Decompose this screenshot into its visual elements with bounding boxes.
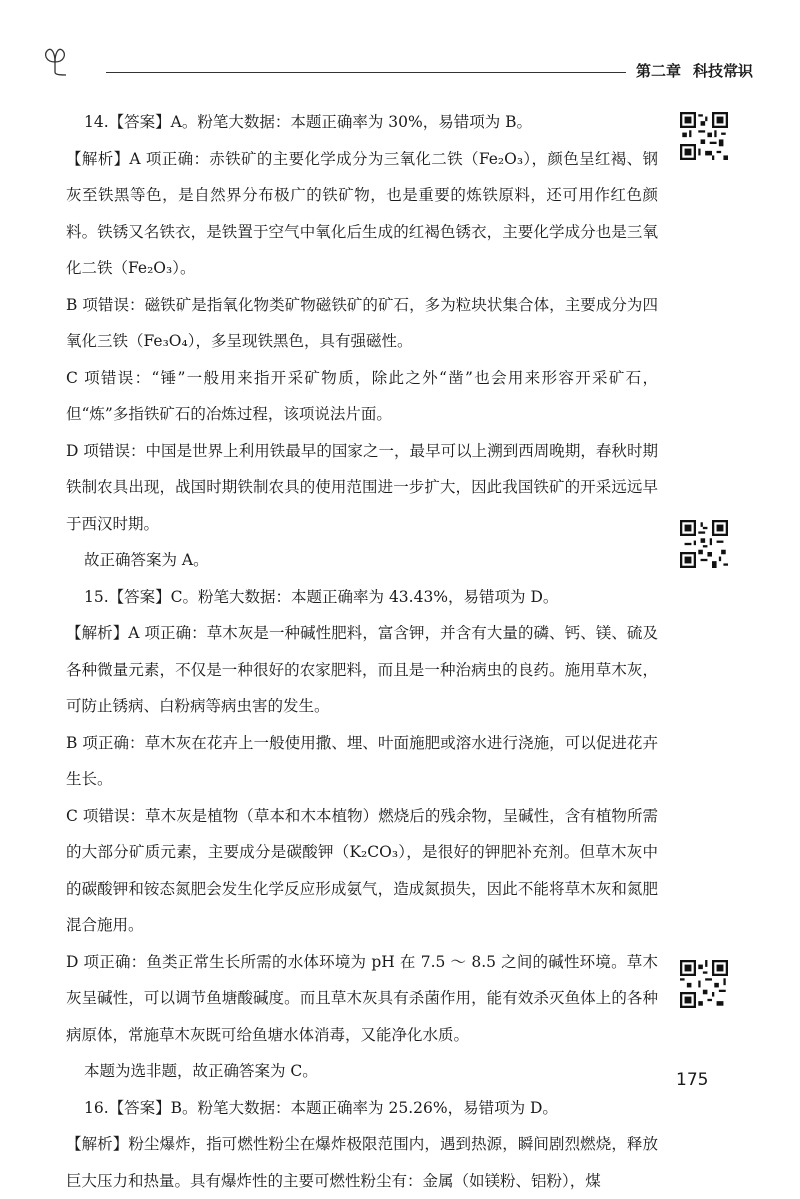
- q14-analysis-a: 【解析】A 项正确：赤铁矿的主要化学成分为三氧化二铁（Fe₂O₃），颜色呈红褐、钢灰至铁黑等色，是自然界分布极广的铁矿物，也是重要的炼铁原料，还可用作红色颜料。铁锈又名铁衣，是铁置于空气中氧化后生成的红褐色锈衣，主要化学成分也是三氧化二铁（Fe₂O₃）。: [66, 149, 658, 277]
- q14-analysis-c: C 项错误：“锤”一般用来指开采矿物质，除此之外“凿”也会用来形容开采矿石，但“炼”多指铁矿石的冶炼过程，该项说法片面。: [66, 368, 658, 423]
- q16-answer: 16.【答案】B。粉笔大数据：本题正确率为 25.26%，易错项为 D。: [84, 1098, 558, 1117]
- page-number: 175: [676, 1070, 709, 1090]
- chapter-title: [636, 60, 753, 81]
- q15-conclusion: 本题为选非题，故正确答案为 C。: [84, 1062, 318, 1080]
- qr-code-icon[interactable]: [680, 112, 728, 160]
- qr-code-icon[interactable]: [680, 960, 728, 1008]
- q14-analysis-b: B 项错误：磁铁矿是指氧化物类矿物磁铁矿的矿石，多为粒块状集合体，主要成分为四氧化三铁（Fe₃O₄），多呈现铁黑色，具有强磁性。: [66, 295, 658, 350]
- q16-analysis-a: 【解析】粉尘爆炸，指可燃性粉尘在爆炸极限范围内，遇到热源，瞬间剧烈燃烧，释放巨大压力和热量。具有爆炸性的主要可燃性粉尘有：金属（如镁粉、铝粉），煤: [66, 1135, 658, 1190]
- page-content: [66, 104, 658, 1199]
- chapter-section: 科技常识: [693, 62, 754, 80]
- qr-code-icon[interactable]: [680, 520, 728, 568]
- q15-analysis-b: B 项正确：草木灰在花卉上一般使用撒、埋、叶面施肥或溶水进行浇施，可以促进花卉生长。: [66, 733, 658, 788]
- q14-analysis-d: D 项错误：中国是世界上利用铁最早的国家之一，最早可以上溯到西周晚期，春秋时期铁制农具出现，战国时期铁制农具的使用范围进一步扩大，因此我国铁矿的开采远远早于西汉时期。: [66, 441, 658, 533]
- leaf-logo-icon: [40, 42, 70, 78]
- q15-analysis-c: C 项错误：草木灰是植物（草本和木本植物）燃烧后的残余物，呈碱性，含有植物所需的大部分矿质元素，主要成分是碳酸钾（K₂CO₃），是很好的钾肥补充剂。但草木灰中的碳酸钾和铵态氮肥会发生化学反应形成氨气，造成氮损失，因此不能将草木灰和氮肥混合施用。: [66, 806, 658, 934]
- q15-analysis-a: 【解析】A 项正确：草木灰是一种碱性肥料，富含钾，并含有大量的磷、钙、镁、硫及各种微量元素，不仅是一种很好的农家肥料，而且是一种治病虫的良药。施用草木灰，可防止锈病、白粉病等病虫害的发生。: [66, 624, 658, 715]
- q14-conclusion: 故正确答案为 A。: [84, 551, 209, 569]
- page-header: [40, 40, 754, 80]
- q15-analysis-d: D 项正确：鱼类正常生长所需的水体环境为 pH 在 7.5 ～ 8.5 之间的碱性环境。草木灰呈碱性，可以调节鱼塘酸碱度。而且草木灰具有杀菌作用，能有效杀灭鱼体上的各种病原体，常施草木灰既可给鱼塘水体消毒，又能净化水质。: [66, 952, 658, 1044]
- header-rule: [106, 72, 626, 73]
- q15-answer: 15.【答案】C。粉笔大数据：本题正确率为 43.43%，易错项为 D。: [84, 587, 559, 606]
- chapter-number: 第二章: [636, 62, 682, 80]
- q14-answer: 14.【答案】A。粉笔大数据：本题正确率为 30%，易错项为 B。: [84, 113, 533, 131]
- header-rule-right: [728, 72, 750, 73]
